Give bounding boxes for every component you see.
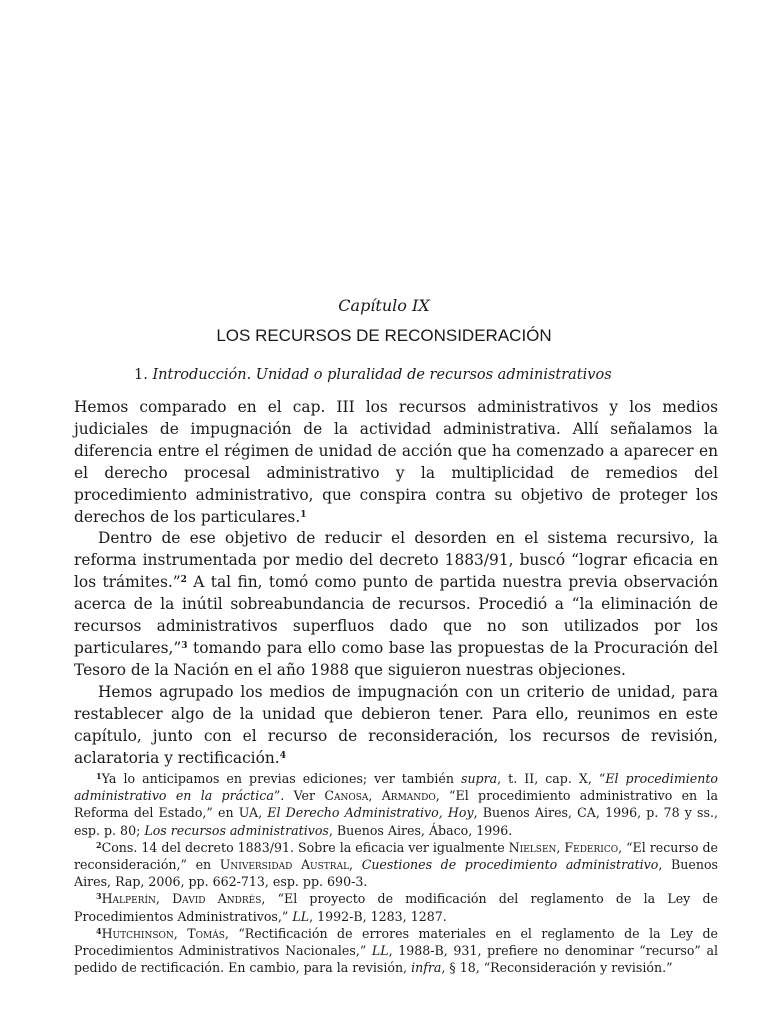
footnote-italic: supra — [460, 771, 498, 786]
paragraph-1 — [74, 397, 718, 528]
footnotes — [74, 770, 718, 976]
paragraph-2 — [74, 528, 718, 681]
footnote-italic: infra — [411, 960, 442, 976]
paragraph-2-text-a: Dentro de ese objetivo de reducir el desorden en el sistema recursivo, la reforma instrumentada por medio del decreto 1883/91, buscó “lograr eficacia en los trámites.” — [74, 529, 718, 592]
footnote-text: , Buenos Aires, Rap, 2006, pp. 662-713, esp. pp. 690-3. — [74, 857, 718, 890]
footnote-number: 1 — [96, 771, 102, 781]
footnote-number: 2 — [96, 839, 102, 850]
footnote-text: , “El proyecto de modificación del reglamento de la Ley de Procedimientos Administrativos,” — [74, 891, 718, 924]
footnote-author: Canosa, Armando — [324, 788, 436, 804]
footnote-text: ”. Ver — [273, 788, 325, 804]
footnote-italic: El procedimiento administrativo en la práctica — [74, 771, 718, 804]
footnote-2 — [74, 839, 718, 891]
section-number: 1. — [134, 367, 148, 383]
footnote-text: , Buenos Aires, CA, 1996, p. 78 y ss., esp. p. 80; — [74, 805, 718, 838]
footnote-italic: Los recursos administrativos — [144, 822, 329, 838]
footnote-italic: El Derecho Administrativo, Hoy — [267, 805, 474, 821]
footnote-author: Nielsen, Federico — [508, 839, 619, 855]
footnote-ref-1: 1 — [300, 509, 307, 520]
paragraph-3 — [74, 682, 718, 770]
footnote-number: 4 — [96, 925, 102, 936]
footnote-italic: LL — [292, 908, 310, 924]
chapter-label: Capítulo IX — [338, 296, 430, 315]
footnote-text: , 1988-B, 931, prefiere no denominar “recurso” al pedido de rectificación. En cambio, para la revisión, — [74, 943, 718, 976]
chapter-title: LOS RECURSOS DE RECONSIDERACIÓN — [216, 326, 552, 345]
footnote-author: Hutchinson, Tomás — [101, 925, 225, 941]
footnote-italic: Cuestiones de procedimiento administrativo — [361, 857, 659, 873]
footnote-ref-2: 2 — [180, 575, 187, 586]
body-text — [74, 397, 718, 769]
footnote-3 — [74, 890, 718, 924]
footnote-italic: LL — [371, 943, 389, 959]
footnote-text: Ya lo anticipamos en previas ediciones; ver también — [101, 771, 461, 786]
paragraph-1-text: Hemos comparado en el cap. III los recursos administrativos y los medios judiciales de impugnación de la actividad administrativa. Allí señalamos la diferencia entre el régimen de unidad de acción que ha comenzado a aparecer en el derecho procesal administrativo y la multiplicidad de remedios del procedimiento administrativo, que conspira contra su objetivo de proteger los derechos de los particulares. — [74, 398, 718, 526]
section-heading — [134, 367, 754, 383]
footnote-text: , t. II, cap. X, “ — [497, 771, 606, 786]
footnote-text: , “Rectificación de errores materiales en el reglamento de la Ley de Procedimientos Administrativos Nacionales,” — [74, 925, 718, 959]
footnote-author: Halperín, David Andrés — [101, 891, 262, 907]
footnote-ref-3: 3 — [181, 640, 188, 651]
section-title: Introducción. Unidad o pluralidad de recursos administrativos — [152, 367, 612, 383]
paragraph-3-text: Hemos agrupado los medios de impugnación con un criterio de unidad, para restablecer algo de la unidad que debieron tener. Para ello, reunimos en este capítulo, junto con el recurso de reconsideración, los recursos de revisión, aclaratoria y rectificación. — [74, 682, 718, 767]
footnote-text: , Buenos Aires, Ábaco, 1996. — [328, 822, 513, 838]
footnote-text: , — [349, 857, 362, 873]
footnote-text: , 1992-B, 1283, 1287. — [309, 908, 447, 924]
footnote-ref-4: 4 — [279, 750, 286, 761]
footnote-text: , “El recurso de reconsideración,” en — [74, 839, 718, 873]
footnote-text: , “El procedimiento administrativo en la Reforma del Estado,” en UA, — [74, 788, 719, 821]
footnote-text: , § 18, “Reconsideración y revisión.” — [441, 960, 673, 976]
paragraph-2-text-b: A tal fin, tomó como punto de partida nuestra previa observación acerca de la inútil sobreabundancia de recursos. Procedió a “la eliminación de recursos administrativos superfluos dado que no son utilizados por los particulares,” — [74, 573, 718, 657]
footnote-4 — [74, 925, 718, 977]
footnote-number: 3 — [96, 891, 102, 902]
footnote-1 — [74, 770, 718, 839]
paragraph-2-text-c: tomando para ello como base las propuestas de la Procuración del Tesoro de la Nación en el año 1988 que siguieron nuestras objeciones. — [74, 638, 718, 679]
footnote-institution: Universidad Austral — [219, 857, 350, 873]
footnote-text: Cons. 14 del decreto 1883/91. Sobre la eficacia ver igualmente — [101, 839, 509, 855]
